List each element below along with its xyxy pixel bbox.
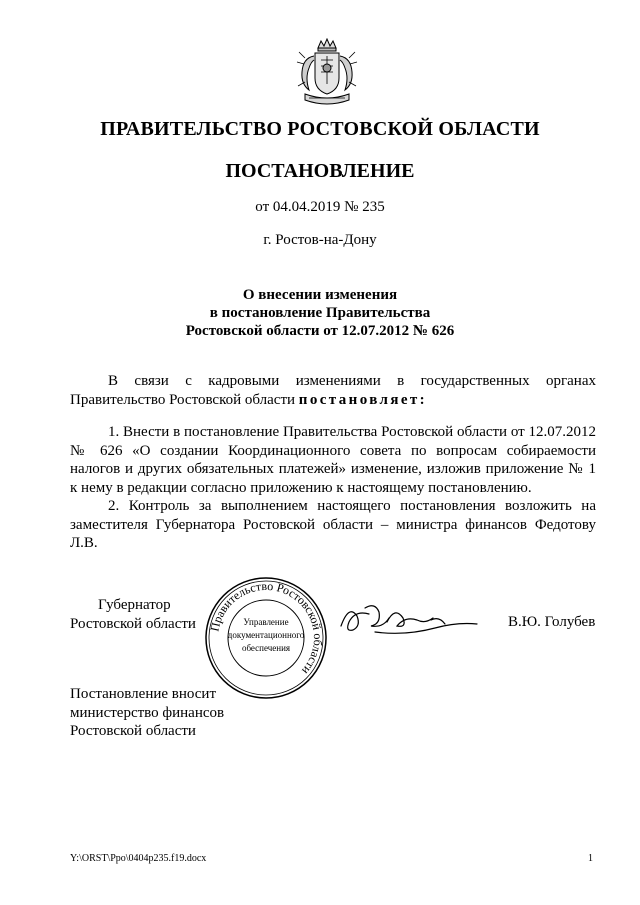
document-type: ПОСТАНОВЛЕНИЕ bbox=[225, 160, 415, 182]
subject-line: О внесении изменения bbox=[242, 287, 398, 303]
seal-inner-line: документационного bbox=[227, 630, 305, 640]
subject-line: Ростовской области от 12.07.2012 № 626 bbox=[185, 323, 455, 339]
submitter-note bbox=[70, 685, 224, 741]
decree-item-2: 2. Контроль за выполнением настоящего постановления возложить на заместителя Губернатора Ростовской области – министра финансов Федотову Л.В. bbox=[70, 498, 596, 551]
seal-inner-line: обеспечения bbox=[241, 643, 291, 653]
seal-inner-line: Управление bbox=[243, 617, 289, 627]
subject-line: в постановление Правительства bbox=[209, 305, 431, 321]
document-date-number: от 04.04.2019 № 235 bbox=[255, 199, 385, 215]
document-city: г. Ростов-на-Дону bbox=[263, 232, 377, 248]
footer-file-path: Y:\ORST\Ppo\0404p235.f19.docx bbox=[70, 853, 207, 864]
official-seal bbox=[203, 575, 329, 701]
government-title: ПРАВИТЕЛЬСТВО РОСТОВСКОЙ ОБЛАСТИ bbox=[100, 118, 540, 140]
signatory-name: В.Ю. Голубев bbox=[508, 614, 596, 630]
decree-word: постановляет: bbox=[298, 391, 428, 408]
page-number: 1 bbox=[588, 853, 593, 864]
submitter-line: Постановление вносит bbox=[70, 686, 217, 702]
decree-items bbox=[70, 423, 596, 553]
signatory-title-line: Ростовской области bbox=[70, 615, 196, 632]
signatory-title-line: Губернатор bbox=[98, 597, 171, 613]
submitter-line: Ростовской области bbox=[70, 723, 196, 739]
document-subject bbox=[0, 286, 640, 340]
decree-item-1: 1. Внести в постановление Правительства Ростовской области от 12.07.2012 № 626 «О создании Координационного совета по вопросам собираемости налогов и других обязательных платежей» изменение, изложив приложение № 1 к нему в редакции согласно приложению к настоящему постановлению. bbox=[70, 424, 596, 496]
submitter-line: министерство финансов bbox=[70, 704, 225, 721]
handwritten-signature bbox=[335, 596, 483, 644]
seal-outer-text: Правительство Ростовской области bbox=[207, 578, 326, 678]
coat-of-arms-icon bbox=[295, 38, 359, 110]
signatory-title bbox=[70, 596, 196, 633]
preamble-text: В связи с кадровыми изменениями в государственных органах Правительство Ростовской области bbox=[70, 373, 596, 408]
preamble-paragraph bbox=[70, 372, 596, 409]
